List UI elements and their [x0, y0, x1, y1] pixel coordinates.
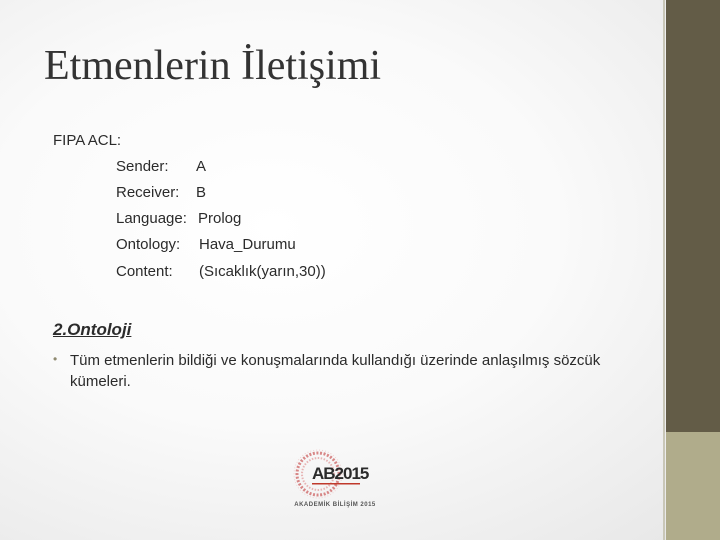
- svg-text:AB2015: AB2015: [312, 464, 369, 483]
- sidebar-dark-band: [666, 0, 720, 432]
- bullet-text: Tüm etmenlerin bildiği ve konuşmalarında kullandığı üzerinde anlaşılmış sözcük kümeleri.: [70, 352, 601, 390]
- acl-label: Sender:: [116, 158, 169, 175]
- acl-label: Content:: [116, 263, 173, 280]
- acl-value: (Sıcaklık(yarın,30)): [199, 263, 326, 280]
- acl-value: Prolog: [198, 210, 242, 227]
- sidebar-divider: [663, 0, 665, 540]
- acl-value: Hava_Durumu: [199, 236, 296, 253]
- acl-label: Ontology:: [116, 236, 181, 253]
- sidebar-light-band: [666, 432, 720, 540]
- acl-label: Receiver:: [116, 184, 180, 201]
- acl-value: B: [196, 184, 207, 201]
- acl-label: Language:: [116, 210, 187, 227]
- slide-title: Etmenlerin İletişimi: [44, 43, 382, 89]
- logo-caption: AKADEMİK BİLİŞİM 2015: [294, 502, 376, 508]
- acl-value: A: [196, 158, 207, 175]
- bullet-icon: •: [53, 352, 58, 366]
- acl-heading: FIPA ACL:: [53, 132, 122, 149]
- section-heading: 2.Ontoloji: [53, 320, 132, 339]
